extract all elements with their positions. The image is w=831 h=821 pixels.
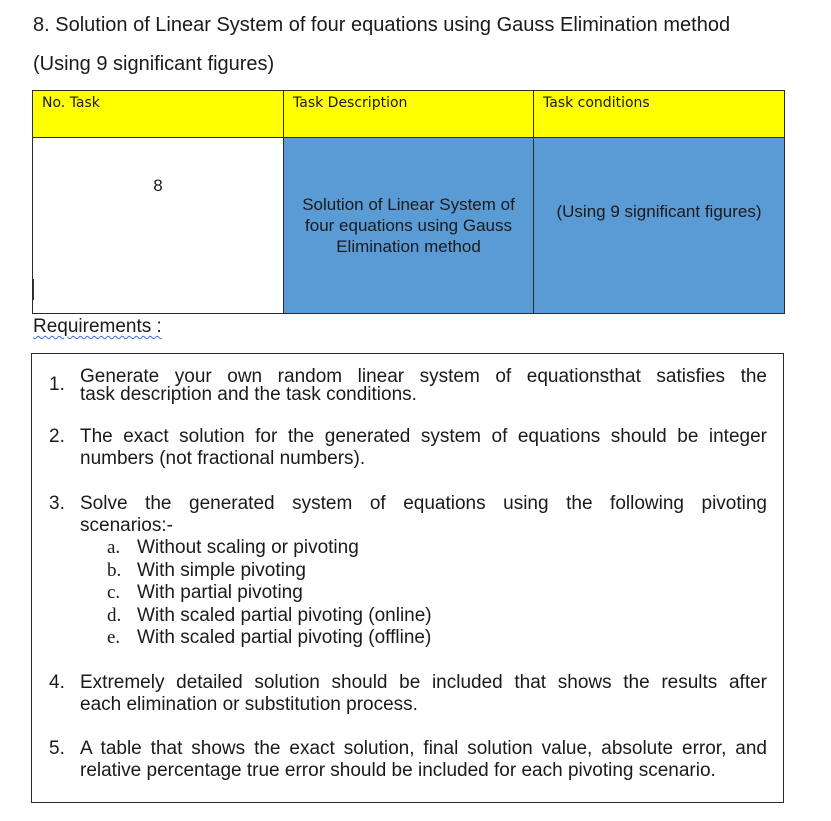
pivoting-scenarios-list — [107, 537, 767, 650]
requirement-item — [49, 738, 767, 782]
requirement-line: scenarios:- — [80, 515, 173, 536]
requirement-line: Extremely detailed solution should be included that shows the results after — [80, 672, 767, 693]
scenario-letter: e. — [107, 627, 121, 649]
requirement-number: 1. — [49, 374, 65, 395]
scenario-item — [107, 537, 767, 560]
scenario-text: With partial pivoting — [137, 582, 303, 604]
requirements-heading: Requirements : — [33, 316, 162, 337]
scenario-text: With scaled partial pivoting (offline) — [137, 627, 432, 649]
header-no-task: No. Task — [33, 91, 284, 138]
task-description-text: Solution of Linear System of four equations using Gauss Elimination method — [302, 195, 515, 256]
requirement-line: A table that shows the exact solution, final solution value, absolute error, and — [80, 738, 767, 759]
scenario-item — [107, 605, 767, 628]
text-cursor — [33, 279, 34, 300]
requirement-line: numbers (not fractional numbers). — [80, 448, 366, 469]
scenario-item — [107, 627, 767, 650]
cell-task-conditions — [534, 138, 785, 314]
header-task-conditions: Task conditions — [534, 91, 785, 138]
requirement-number: 2. — [49, 426, 65, 447]
requirement-line: Generate your own random linear system of equationsthat satisfies the — [80, 366, 767, 387]
task-table-header-row — [33, 91, 785, 138]
requirement-number: 5. — [49, 738, 65, 759]
requirement-line: each elimination or substitution process. — [80, 694, 418, 715]
scenario-text: With simple pivoting — [137, 559, 306, 581]
document-title: 8. Solution of Linear System of four equations using Gauss Elimination method — [33, 14, 731, 36]
requirement-line: Solve the generated system of equations using the following pivoting — [80, 493, 767, 514]
requirement-item — [49, 493, 767, 650]
cell-task-number: 8 — [33, 138, 284, 314]
task-conditions-text: (Using 9 significant figures) — [556, 202, 762, 221]
requirement-line: relative percentage true error should be included for each pivoting scenario. — [80, 760, 716, 781]
requirement-item — [49, 368, 767, 404]
scenario-item — [107, 560, 767, 583]
scenario-letter: a. — [107, 537, 121, 558]
document-subtitle: (Using 9 significant figures) — [33, 53, 275, 75]
scenario-letter: d. — [107, 604, 122, 626]
scenario-letter: b. — [107, 559, 122, 581]
requirement-number: 4. — [49, 672, 65, 693]
cell-task-description — [284, 138, 534, 314]
task-table-row — [33, 138, 785, 314]
requirement-number: 3. — [49, 493, 65, 514]
task-table — [32, 90, 785, 314]
scenario-text: Without scaling or pivoting — [137, 537, 359, 558]
scenario-text: With scaled partial pivoting (online) — [137, 604, 432, 626]
header-task-description: Task Description — [284, 91, 534, 138]
requirement-item — [49, 672, 767, 716]
requirement-item — [49, 426, 767, 470]
scenario-item — [107, 582, 767, 605]
scenario-letter: c. — [107, 582, 121, 604]
requirement-line: The exact solution for the generated system of equations should be integer — [80, 426, 767, 447]
requirement-line: task description and the task conditions. — [80, 384, 417, 405]
